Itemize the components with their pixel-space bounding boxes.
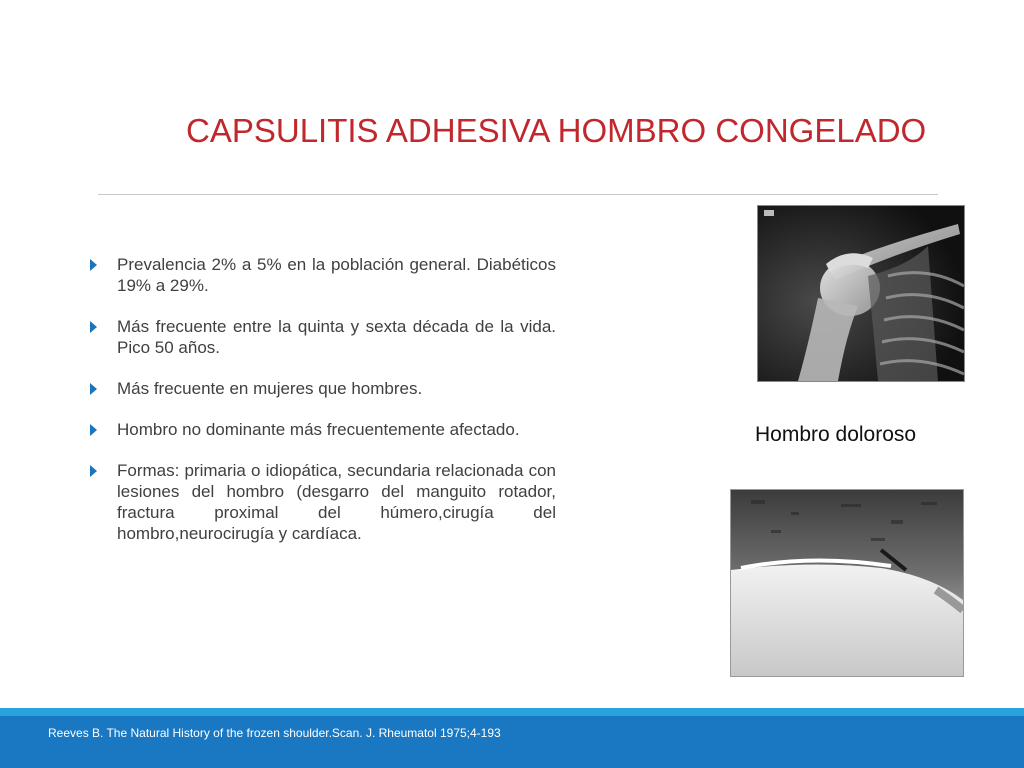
arthrogram-xray-image <box>730 489 964 677</box>
triangle-right-icon <box>90 383 97 395</box>
bullet-text: Hombro no dominante más frecuentemente afectado. <box>117 420 520 439</box>
bullet-text: Prevalencia 2% a 5% en la población general. Diabéticos 19% a 29%. <box>117 255 556 295</box>
title-divider <box>98 194 938 195</box>
triangle-right-icon <box>90 424 97 436</box>
bullet-item <box>86 378 556 399</box>
triangle-right-icon <box>90 321 97 333</box>
image-caption: Hombro doloroso <box>755 423 917 446</box>
bullet-text: Formas: primaria o idiopática, secundaria relacionada con lesiones del hombro (desgarro del manguito rotador, fractura proximal del húmero,cirugía del hombro,neurocirugía y cardíaca. <box>117 461 556 543</box>
footer-bar <box>0 716 1024 768</box>
bullet-text: Más frecuente en mujeres que hombres. <box>117 379 423 398</box>
triangle-right-icon <box>90 259 97 271</box>
footer-citation: Reeves B. The Natural History of the frozen shoulder.Scan. J. Rheumatol 1975;4-193 <box>48 726 501 740</box>
bullet-item <box>86 419 556 440</box>
bullet-text: Más frecuente entre la quinta y sexta década de la vida. Pico 50 años. <box>117 317 556 357</box>
triangle-right-icon <box>90 465 97 477</box>
bullet-item <box>86 460 556 544</box>
footer-accent-stripe <box>0 708 1024 716</box>
bullet-item <box>86 316 556 358</box>
bullet-list <box>86 254 556 564</box>
shoulder-xray-image <box>757 205 965 382</box>
bullet-item <box>86 254 556 296</box>
slide-title: CAPSULITIS ADHESIVA HOMBRO CONGELADO <box>186 112 927 149</box>
